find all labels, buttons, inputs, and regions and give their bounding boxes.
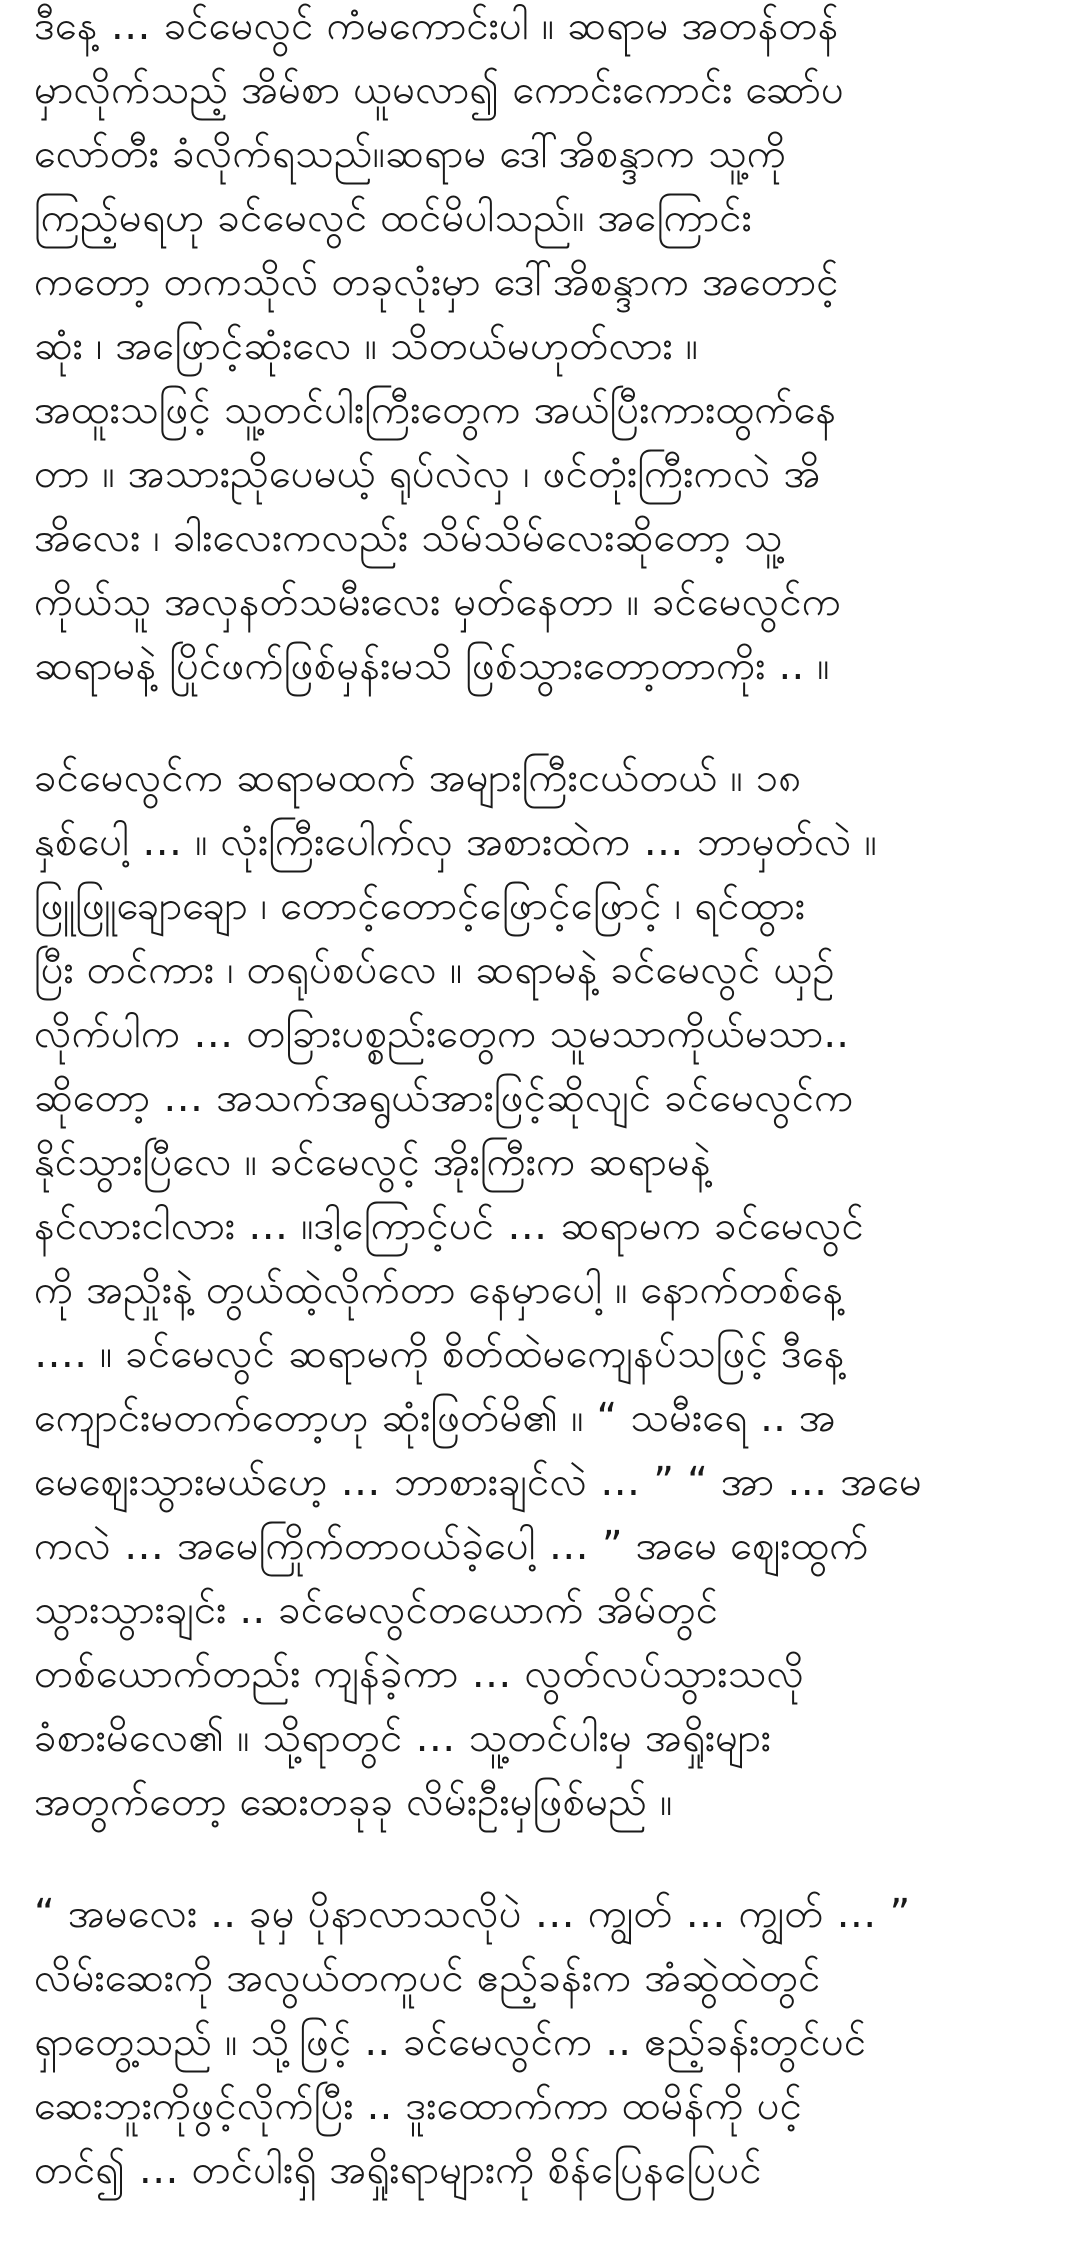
- text-line: ဖြူဖြူချောချော ၊ တောင့်တောင့်ဖြောင့်ဖြောင့် ၊ ရင်ထွား: [34, 883, 806, 929]
- text-line: ခံစားမိလေ၏ ။ သို့ရာတွင် … သူ့တင်ပါးမှ အရှိုးများ: [34, 1715, 772, 1761]
- text-line: မှာလိုက်သည့် အိမ်စာ ယူမလာ၍ ကောင်းကောင်း ဆော်ပ: [34, 67, 844, 113]
- text-line: ဒီနေ့ … ခင်မေလွင် ကံမကောင်းပါ ။ ဆရာမ အတန်တန်: [34, 3, 839, 49]
- text-line: လိုက်ပါက … တခြားပစ္စည်းတွေက သူမသာကိုယ်မသာ..: [34, 1011, 850, 1057]
- text-line: ဆိုတော့ … အသက်အရွယ်အားဖြင့်ဆိုလျင် ခင်မေလွင်က: [34, 1075, 854, 1121]
- text-line: အတွက်တော့ ဆေးတခုခု လိမ်းဦးမှဖြစ်မည် ။: [34, 1779, 673, 1825]
- text-line: ဆရာမနဲ့ ပြိုင်ဖက်ဖြစ်မှန်းမသိ ဖြစ်သွားတော့တာကိုး .. ။: [34, 643, 830, 689]
- text-line: အထူးသဖြင့် သူ့တင်ပါးကြီးတွေက အယ်ပြီးကားထွက်နေ: [34, 387, 837, 433]
- text-line: ဆေးဘူးကိုဖွင့်လိုက်ပြီး .. ဒူးထောက်ကာ ထမိန်ကို ပင့်: [34, 2083, 803, 2129]
- text-line: “ အမလေး .. ခုမှ ပိုနာလာသလိုပဲ … ကျွတ် … ကျွတ် … ”: [34, 1891, 911, 1937]
- text-line: တစ်ယောက်တည်း ကျန်ခဲ့ကာ … လွတ်လပ်သွားသလို: [34, 1651, 805, 1697]
- article-body: [34, 0, 1052, 2250]
- text-line: သွားသွားချင်း .. ခင်မေလွင်တယောက် အိမ်တွင်: [34, 1587, 719, 1633]
- text-line: ခင်မေလွင်က ဆရာမထက် အများကြီးငယ်တယ် ။ ၁၈: [34, 755, 802, 801]
- text-line: …. ။ ခင်မေလွင် ဆရာမကို စိတ်ထဲမကျေနပ်သဖြင့် ဒီနေ့: [34, 1331, 845, 1377]
- text-line: ကျောင်းမတက်တော့ဟု ဆုံးဖြတ်မိ၏ ။ “ သမီးရေ .. အ: [34, 1395, 836, 1441]
- text-line: ကြည့်မရဟု ခင်မေလွင် ထင်မိပါသည်။ အကြောင်း: [34, 195, 752, 241]
- text-line: ကတော့ တကသိုလ် တခုလုံးမှာ ဒေါ်အိစန္ဒာက အတောင့်: [34, 259, 839, 305]
- paragraph-2: [34, 746, 1052, 1834]
- text-line: ကလဲ … အမေကြိုက်တာဝယ်ခဲ့ပေါ့ … ” အမေ ဈေးထွက်: [34, 1523, 869, 1569]
- text-line: လော်တီး ခံလိုက်ရသည်။ဆရာမ ဒေါ်အိစန္ဒာက သူ့ကို: [34, 131, 787, 177]
- paragraph-1: [34, 0, 1052, 698]
- text-line: ရှာတွေ့သည် ။ သို့ဖြင့် .. ခင်မေလွင်က .. ဧည့်ခန်းတွင်ပင်: [34, 2019, 867, 2065]
- text-line: နင်လားငါလား … ။ဒါ့ကြောင့်ပင် … ဆရာမက ခင်မေလွင်: [34, 1203, 865, 1249]
- text-line: ကိုယ်သူ အလှနတ်သမီးလေး မှတ်နေတာ ။ ခင်မေလွင်က: [34, 579, 842, 625]
- text-line: တင်၍ … တင်ပါးရှိ အရှိုးရာများကို စိန်ပြေနပြေပင်: [34, 2147, 762, 2193]
- text-line: အိလေး ၊ ခါးလေးကလည်း သိမ်သိမ်လေးဆိုတော့ သူ့: [34, 515, 783, 561]
- text-line: မေဈေးသွားမယ်ဟေ့ … ဘာစားချင်လဲ … ” “ အာ … အမေ: [34, 1459, 923, 1505]
- text-line: လိမ်းဆေးကို အလွယ်တကူပင် ဧည့်ခန်းက အံဆွဲထဲတွင်: [34, 1955, 821, 2001]
- text-line: နှစ်ပေါ့ … ။ လုံးကြီးပေါက်လှ အစားထဲက … ဘာမှတ်လဲ ။: [34, 819, 877, 865]
- text-line: ဆုံး ၊ အဖြောင့်ဆုံးလေ ။ သိတယ်မဟုတ်လား ။: [34, 323, 699, 369]
- text-line: ကို အညှိုးနဲ့ တွယ်ထဲ့လိုက်တာ နေမှာပေါ့ ။ နောက်တစ်နေ့: [34, 1267, 844, 1313]
- text-line: နိုင်သွားပြီလေ ။ ခင်မေလွင့် အိုးကြီးက ဆရာမနဲ့: [34, 1139, 711, 1185]
- text-line: ပြီး တင်ကား ၊ တရုပ်စပ်လေ ။ ဆရာမနဲ့ ခင်မေလွင် ယှဉ်: [34, 947, 835, 993]
- paragraph-3: [34, 1882, 1052, 2202]
- text-line: တာ ။ အသားညိုပေမယ့် ရုပ်လဲလှ ၊ ဖင်တုံးကြီးကလဲ အိ: [34, 451, 821, 497]
